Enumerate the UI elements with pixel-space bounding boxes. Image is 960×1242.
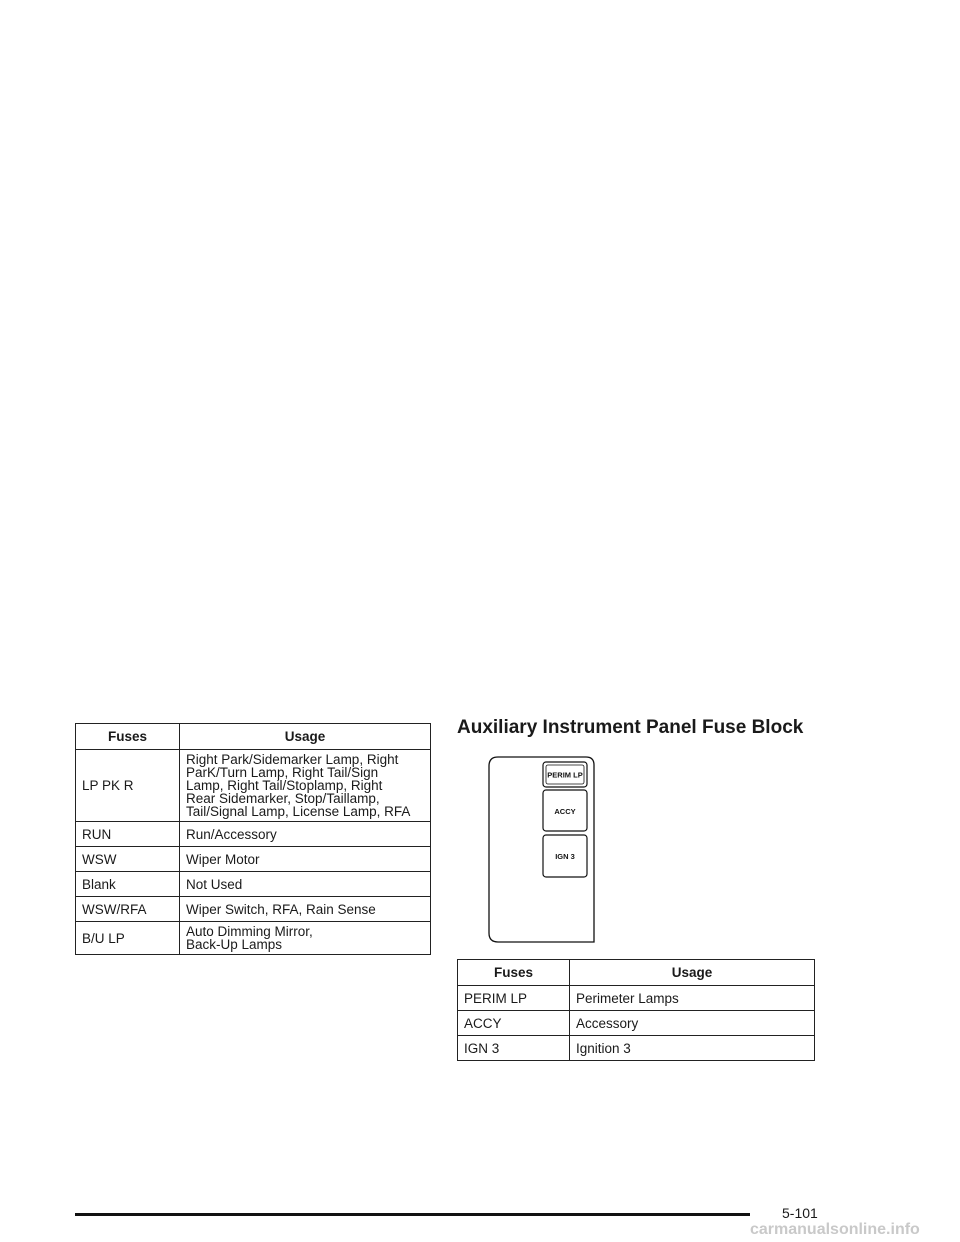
column-header-usage: Usage xyxy=(570,960,815,986)
fuse-slot-perim-lp xyxy=(543,762,587,787)
table-row xyxy=(458,1011,815,1036)
fuse-label: ACCY xyxy=(554,807,576,816)
usage-cell: Perimeter Lamps xyxy=(570,986,815,1011)
footer-rule xyxy=(75,1213,750,1216)
usage-cell: Auto Dimming Mirror, Back-Up Lamps xyxy=(180,922,431,955)
column-header-usage: Usage xyxy=(180,724,431,750)
fuse-cell: LP PK R xyxy=(76,750,180,822)
table-header-row xyxy=(458,960,815,986)
fuse-slot-accy xyxy=(543,790,587,831)
left-fuse-table xyxy=(75,723,431,955)
fuse-cell: B/U LP xyxy=(76,922,180,955)
table-row xyxy=(76,847,431,872)
fuse-label: IGN 3 xyxy=(555,852,575,861)
usage-cell: Wiper Switch, RFA, Rain Sense xyxy=(180,897,431,922)
fuse-cell: WSW xyxy=(76,847,180,872)
fuse-cell: PERIM LP xyxy=(458,986,570,1011)
page-number: 5-101 xyxy=(782,1205,818,1221)
fuse-block-diagram xyxy=(480,752,602,948)
fuse-cell: IGN 3 xyxy=(458,1036,570,1061)
column-header-fuses: Fuses xyxy=(458,960,570,986)
table-row xyxy=(76,872,431,897)
usage-cell: Accessory xyxy=(570,1011,815,1036)
column-header-fuses: Fuses xyxy=(76,724,180,750)
table-header-row xyxy=(76,724,431,750)
table-row xyxy=(76,750,431,822)
table-row xyxy=(76,897,431,922)
usage-cell: Not Used xyxy=(180,872,431,897)
right-fuse-table xyxy=(457,959,815,1061)
watermark: carmanualsonline.info xyxy=(750,1221,920,1238)
fuse-label: PERIM LP xyxy=(547,770,583,780)
table-row xyxy=(458,986,815,1011)
table-row xyxy=(76,822,431,847)
fuse-cell: ACCY xyxy=(458,1011,570,1036)
usage-cell: Wiper Motor xyxy=(180,847,431,872)
table-row xyxy=(76,922,431,955)
fuse-slot-ign-3 xyxy=(543,835,587,877)
usage-cell: Ignition 3 xyxy=(570,1036,815,1061)
section-title: Auxiliary Instrument Panel Fuse Block xyxy=(457,717,804,738)
usage-cell: Run/Accessory xyxy=(180,822,431,847)
usage-cell: Right Park/Sidemarker Lamp, Right ParK/Turn Lamp, Right Tail/Sign Lamp, Right Tail/Stoplamp, Right Rear Sidemarker, Stop/Taillamp, Tail/Signal Lamp, License Lamp, RFA xyxy=(180,750,431,822)
fuse-cell: WSW/RFA xyxy=(76,897,180,922)
fuse-cell: Blank xyxy=(76,872,180,897)
table-row xyxy=(458,1036,815,1061)
fuse-cell: RUN xyxy=(76,822,180,847)
